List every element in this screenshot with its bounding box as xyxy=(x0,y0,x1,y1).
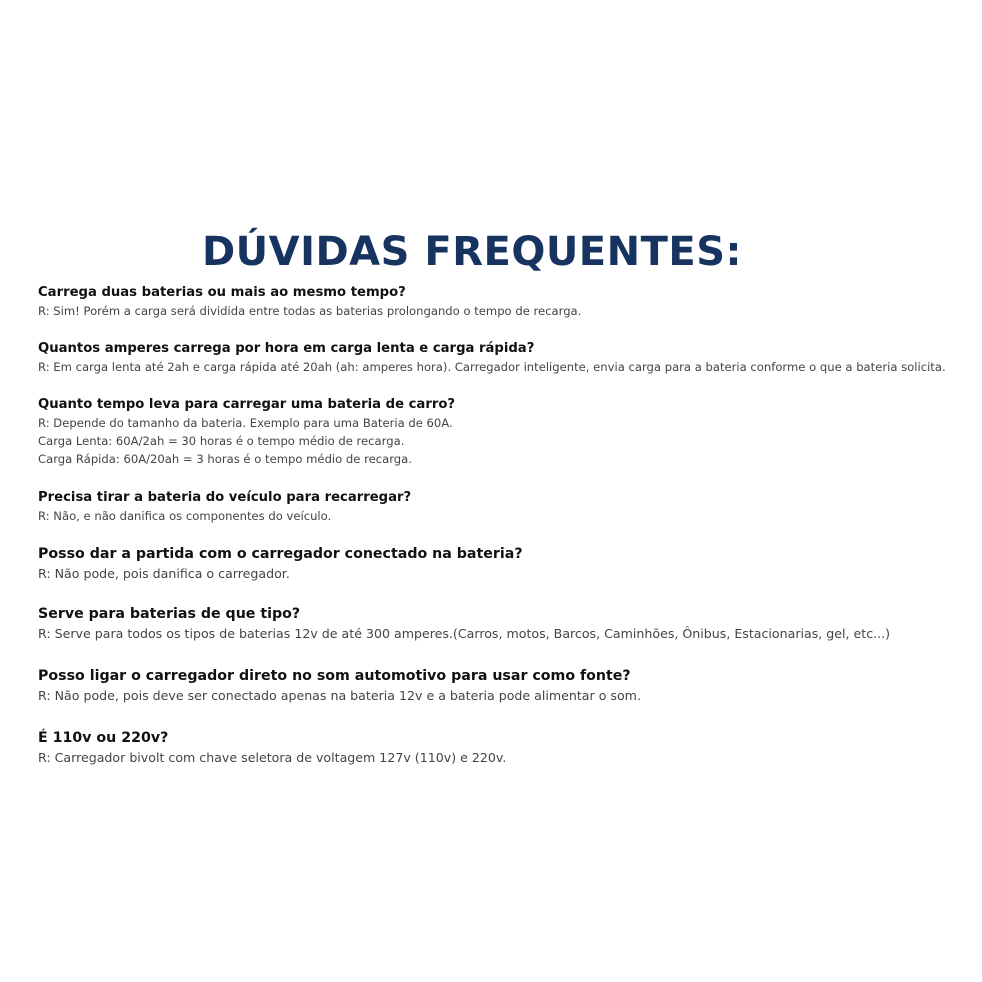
faq-answer: R: Em carga lenta até 2ah e carga rápida até 20ah (ah: amperes hora). Carregador inteligente, envia carga para a bateria conforme o que a bateria solicita. xyxy=(38,360,946,374)
faq-question: Posso dar a partida com o carregador conectado na bateria? xyxy=(38,546,523,562)
faq-answer: R: Não, e não danifica os componentes do veículo. xyxy=(38,509,332,523)
faq-answer-line: Carga Rápida: 60A/20ah = 3 horas é o tempo médio de recarga. xyxy=(38,452,412,466)
faq-item xyxy=(38,604,890,644)
faq-answer-line: R: Depende do tamanho da bateria. Exemplo para uma Bateria de 60A. xyxy=(38,416,453,430)
faq-answer-line: Carga Lenta: 60A/2ah = 30 horas é o tempo médio de recarga. xyxy=(38,434,405,448)
faq-item xyxy=(38,340,946,376)
faq-answer: R: Não pode, pois deve ser conectado apenas na bateria 12v e a bateria pode alimentar o som. xyxy=(38,688,641,703)
faq-question: É 110v ou 220v? xyxy=(38,730,169,746)
faq-question: Quantos amperes carrega por hora em carga lenta e carga rápida? xyxy=(38,341,535,356)
faq-question: Quanto tempo leva para carregar uma bateria de carro? xyxy=(38,397,456,412)
faq-item xyxy=(38,544,523,584)
faq-item xyxy=(38,284,581,320)
faq-question: Carrega duas baterias ou mais ao mesmo tempo? xyxy=(38,285,406,300)
faq-answer: R: Serve para todos os tipos de baterias 12v de até 300 amperes.(Carros, motos, Barcos, Caminhões, Ônibus, Estacionarias, gel, etc...) xyxy=(38,626,891,641)
faq-item xyxy=(38,728,506,768)
faq-item xyxy=(38,489,411,525)
faq-answer: R: Sim! Porém a carga será dividida entre todas as baterias prolongando o tempo de recarga. xyxy=(38,304,582,318)
faq-question: Posso ligar o carregador direto no som automotivo para usar como fonte? xyxy=(38,668,631,684)
faq-answer: R: Não pode, pois danifica o carregador. xyxy=(38,566,290,581)
page-title: DÚVIDAS FREQUENTES: xyxy=(201,229,743,275)
faq-question: Serve para baterias de que tipo? xyxy=(38,606,301,622)
faq-answer: R: Carregador bivolt com chave seletora de voltagem 127v (110v) e 220v. xyxy=(38,750,507,765)
faq-item xyxy=(38,396,455,468)
faq-question: Precisa tirar a bateria do veículo para recarregar? xyxy=(38,490,412,505)
faq-item xyxy=(38,666,641,706)
